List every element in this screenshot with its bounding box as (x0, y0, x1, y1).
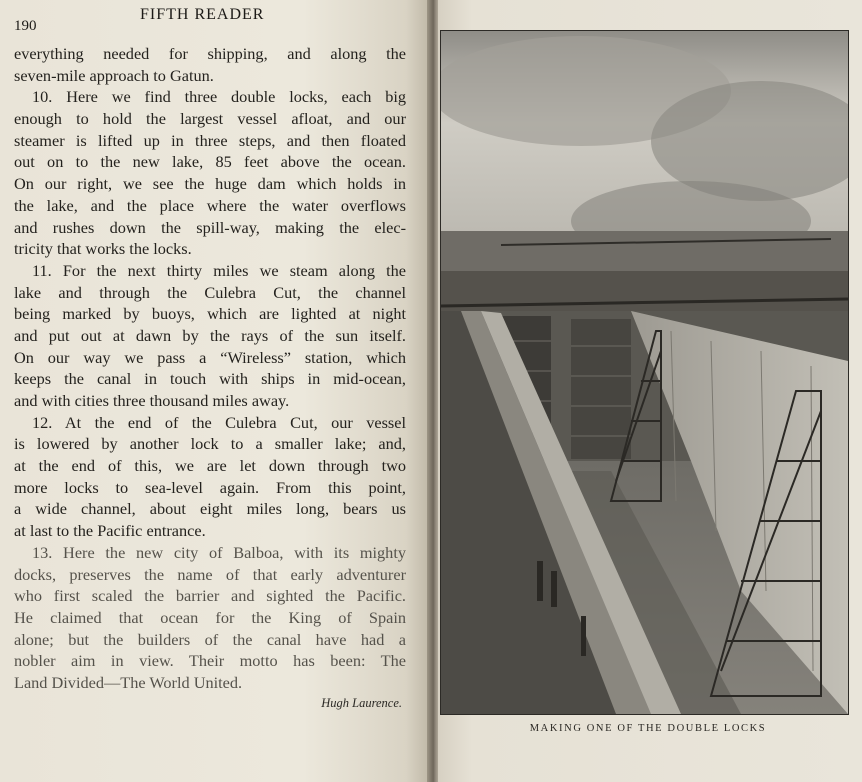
paragraph-start-line: 10. Here we find three double locks, each big (32, 87, 406, 107)
text-line: out on to the new lake, 85 feet above the ocean. (14, 152, 406, 172)
text-line: On our way we pass a “Wireless” station, which (14, 347, 406, 367)
text-line: being marked by buoys, which are lighted at night (14, 304, 406, 324)
paragraph-start-line: 13. Here the new city of Balboa, with its mighty (32, 542, 406, 562)
author-signature: Hugh Laurence. (321, 696, 402, 710)
text-line: and put out at dawn by the rays of the sun itself. (14, 325, 406, 345)
photo-caption: MAKING ONE OF THE DOUBLE LOCKS (529, 723, 767, 734)
paragraph-start-line: 11. For the next thirty miles we steam along the (32, 260, 406, 280)
text-line: tricity that works the locks. (14, 239, 192, 259)
text-line: at the end of this, we are let down through two (14, 456, 406, 476)
body-text (14, 43, 406, 694)
text-line: On our right, we see the huge dam which holds in (14, 174, 406, 194)
text-line: keeps the canal in touch with ships in mid-ocean, (14, 369, 406, 389)
text-line: lake and through the Culebra Cut, the channel (14, 282, 406, 302)
page-number: 190 (14, 18, 37, 34)
text-line: a wide channel, about eight miles long, bears us (14, 499, 406, 519)
text-line: alone; but the builders of the canal have had a (14, 629, 406, 649)
text-line: who first scaled the barrier and sighted the Pacific. (14, 586, 406, 606)
paragraph-start-line: 12. At the end of the Culebra Cut, our vessel (32, 412, 406, 432)
right-page (438, 0, 862, 782)
text-line: enough to hold the largest vessel afloat, and our (14, 109, 406, 129)
text-line: and rushes down the spill-way, making the elec- (14, 217, 406, 237)
text-line: seven-mile approach to Gatun. (14, 65, 214, 85)
text-line: nobler aim in view. Their motto has been: The (14, 651, 406, 671)
text-line: and with cities three thousand miles away. (14, 391, 290, 410)
text-line: is lowered by another lock to a smaller lake; and, (14, 434, 406, 454)
text-line: steamer is lifted up in three steps, and then floated (14, 130, 406, 150)
text-line: He claimed that ocean for the King of Spain (14, 607, 406, 627)
text-line: docks, preserves the name of that early adventurer (14, 564, 406, 584)
photo-plate (440, 30, 849, 715)
lock-construction-photo (441, 31, 848, 714)
text-line: the lake, and the place where the water overflows (14, 195, 406, 215)
text-line: more locks to sea-level again. From this point, (14, 477, 406, 497)
text-line: Land Divided—The World United. (14, 672, 243, 692)
text-line: everything needed for shipping, and along the (14, 44, 406, 63)
text-line: at last to the Pacific entrance. (14, 521, 206, 541)
running-head: FIFTH READER (140, 6, 265, 23)
